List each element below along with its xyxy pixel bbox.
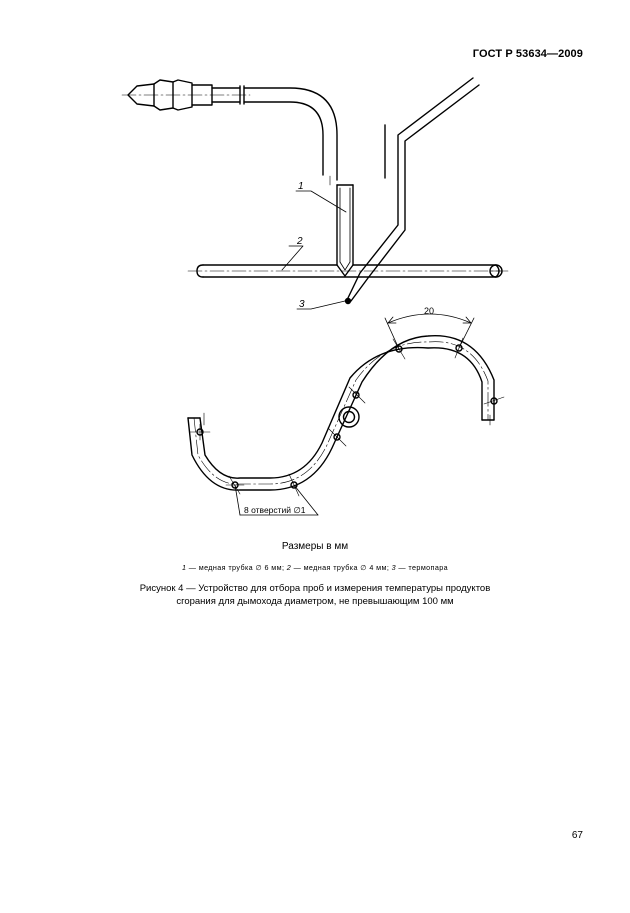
legend-item3-text: — термопара: [396, 563, 449, 572]
s-tube: [188, 336, 494, 490]
standard-code: ГОСТ Р 53634—2009: [472, 48, 583, 60]
callout-3: 3: [299, 299, 305, 310]
legend-item3-number: 3: [391, 563, 397, 572]
caption-line-2: сгорания для дымохода диаметром, не превышающим 100 мм: [176, 596, 454, 607]
caption-line-1: Рисунок 4 — Устройство для отбора проб и измерения температуры продуктов: [139, 583, 491, 594]
legend-item2-text: — медная трубка ∅ 4 мм;: [291, 563, 392, 572]
dimension-20-label: 20: [424, 306, 435, 316]
legend-item2-number: 2: [286, 563, 292, 572]
callout-2: 2: [297, 236, 303, 247]
hose-connector: [122, 80, 250, 110]
figure-caption: [0, 582, 630, 608]
callout-1: 1: [298, 181, 304, 192]
legend-item1-text: — медная трубка ∅ 6 мм;: [186, 563, 287, 572]
figure-legend: [0, 563, 630, 572]
hole-ticks: [190, 338, 504, 496]
holes-note: 8 отверстий ∅1: [244, 505, 306, 515]
dimensions-note: Размеры в мм: [281, 541, 349, 552]
legend-item1-number: 1: [181, 563, 187, 572]
page-number: 67: [571, 830, 583, 841]
copper-tube-4mm: [188, 265, 508, 277]
thermocouple: [346, 78, 480, 304]
